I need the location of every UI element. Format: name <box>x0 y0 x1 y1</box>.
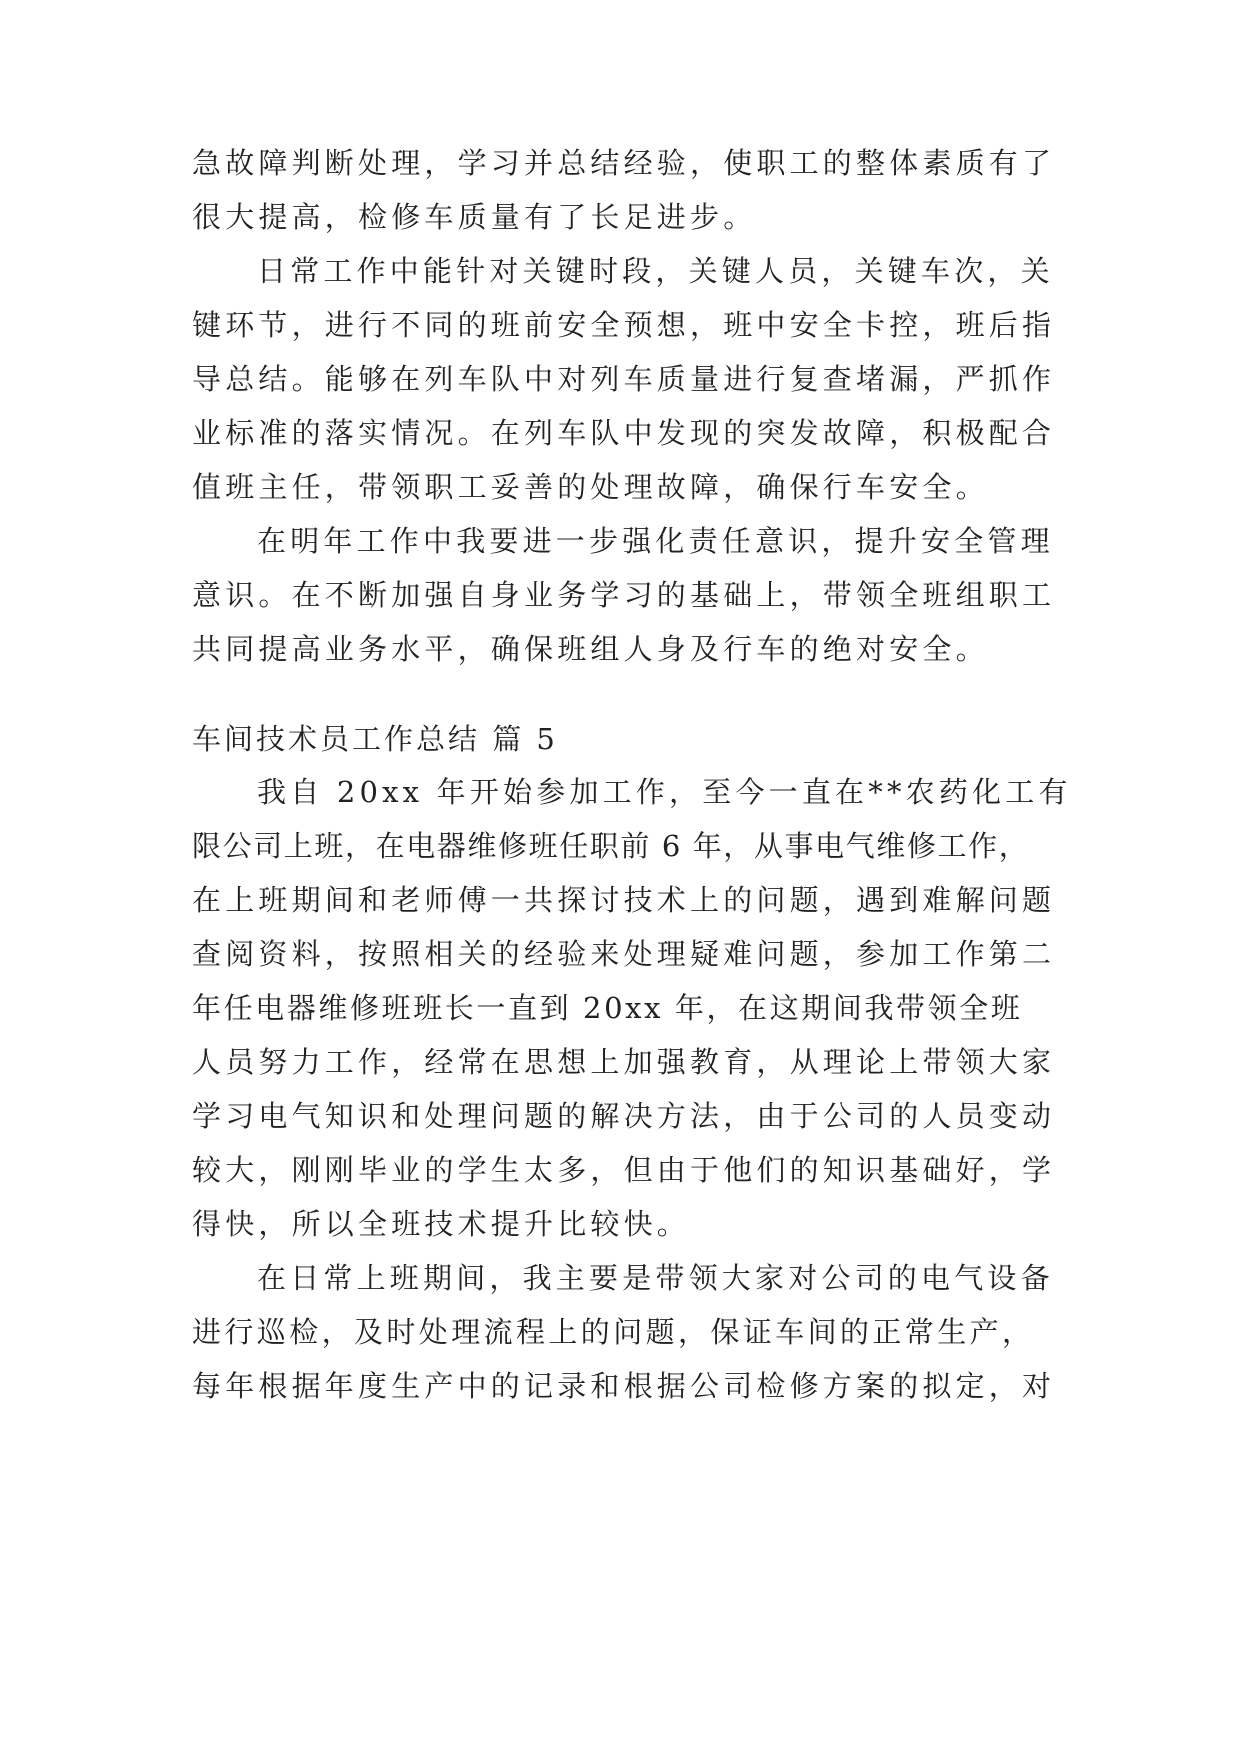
paragraph-3-line-2: 意识。在不断加强自身业务学习的基础上，带领全班组职工 <box>192 578 1056 612</box>
paragraph-2-line-4: 业标准的落实情况。在列车队中发现的突发故障，积极配合 <box>192 416 1056 450</box>
paragraph-4-line-6: 人员努力工作，经常在思想上加强教育，从理论上带领大家 <box>192 1045 1056 1079</box>
paragraph-3-line-3: 共同提高业务水平，确保班组人身及行车的绝对安全。 <box>192 632 989 666</box>
section-heading: 车间技术员工作总结 篇 5 <box>192 722 558 756</box>
paragraph-2-line-1: 日常工作中能针对关键时段，关键人员，关键车次，关 <box>257 254 1054 288</box>
paragraph-4-line-3: 在上班期间和老师傅一共探讨技术上的问题，遇到难解问题 <box>192 883 1056 917</box>
paragraph-2-line-3: 导总结。能够在列车队中对列车质量进行复查堵漏，严抓作 <box>192 362 1056 396</box>
paragraph-4-line-8: 较大，刚刚毕业的学生太多，但由于他们的知识基础好，学 <box>192 1153 1056 1187</box>
paragraph-5-line-1: 在日常上班期间，我主要是带领大家对公司的电气设备 <box>257 1261 1054 1295</box>
paragraph-3-line-1: 在明年工作中我要进一步强化责任意识，提升安全管理 <box>257 524 1054 558</box>
paragraph-4-line-1: 我自 20xx 年开始参加工作，至今一直在**农药化工有 <box>257 775 1072 809</box>
paragraph-2-line-5: 值班主任，带领职工妥善的处理故障，确保行车安全。 <box>192 470 989 504</box>
paragraph-4-line-9: 得快，所以全班技术提升比较快。 <box>192 1207 691 1241</box>
paragraph-5-line-3: 每年根据年度生产中的记录和根据公司检修方案的拟定，对 <box>192 1369 1056 1403</box>
paragraph-4-line-2: 限公司上班，在电器维修班任职前 6 年，从事电气维修工作， <box>192 829 1030 863</box>
paragraph-4-line-7: 学习电气知识和处理问题的解决方法，由于公司的人员变动 <box>192 1099 1056 1133</box>
paragraph-1-line-1: 急故障判断处理，学习并总结经验，使职工的整体素质有了 <box>192 146 1056 180</box>
paragraph-2-line-2: 键环节，进行不同的班前安全预想，班中安全卡控，班后指 <box>192 308 1056 342</box>
paragraph-4-line-4: 查阅资料，按照相关的经验来处理疑难问题，参加工作第二 <box>192 937 1056 971</box>
paragraph-4-line-5: 年任电器维修班班长一直到 20xx 年，在这期间我带领全班 <box>192 991 1023 1025</box>
paragraph-1-line-2: 很大提高，检修车质量有了长足进步。 <box>192 200 757 234</box>
paragraph-5-line-2: 进行巡检，及时处理流程上的问题，保证车间的正常生产， <box>192 1315 1035 1349</box>
